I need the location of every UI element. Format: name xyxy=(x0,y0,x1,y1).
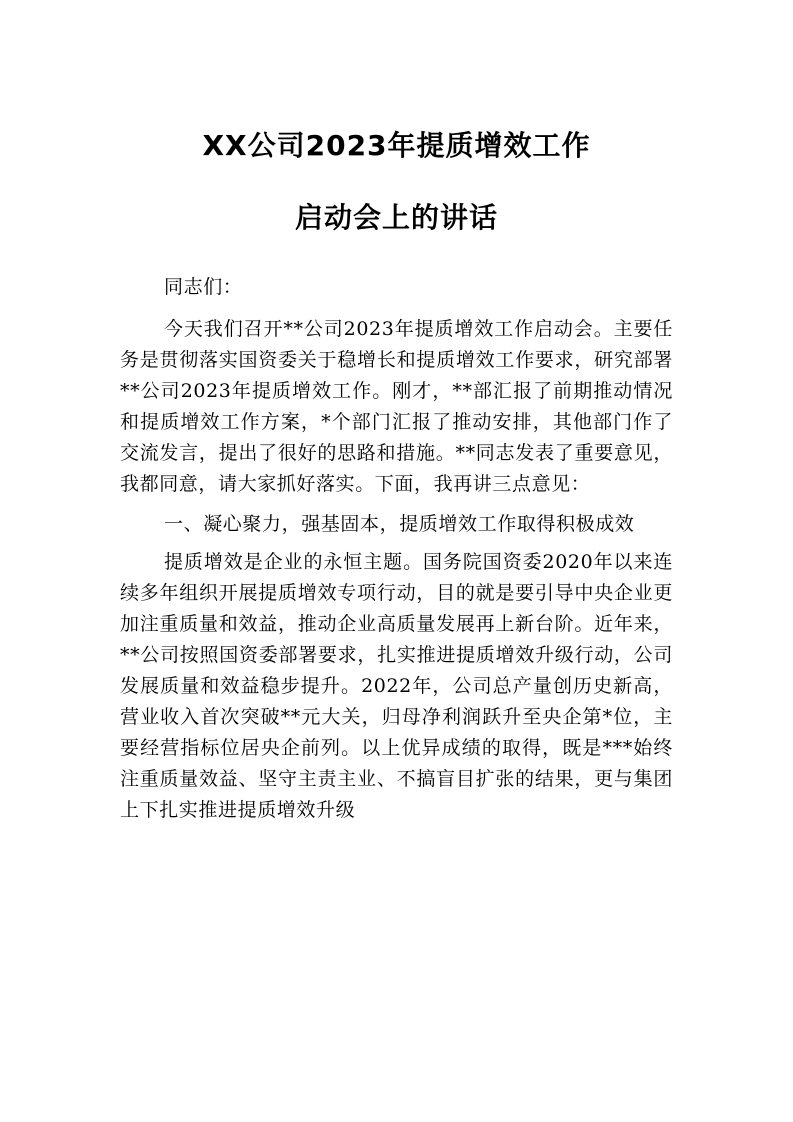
document-title-line-1: XX公司2023年提质增效工作 xyxy=(202,129,591,162)
section-heading-1: 一、凝心聚力，强基固本，提质增效工作取得积极成效 xyxy=(164,513,635,535)
document-title-line-2: 启动会上的讲话 xyxy=(294,201,498,234)
paragraph-section-1: 提质增效是企业的永恒主题。国务院国资委2020年以来连续多年组织开展提质增效专项行动，目的就是要引导中央企业更加注重质量和效益，推动企业高质量发展再上新台阶。近年来，**公司按照国资委部署要求，扎实推进提质增效升级行动，公司发展质量和效益稳步提升。2022年，公司总产量创历史新高，营业收入首次突破**元大关，归母净利润跃升至央企第*位，主要经营指标位居央企前列。以上优异成绩的取得，既是***始终注重质量效益、坚守主责主业、不搞盲目扩张的结果，更与集团上下扎实推进提质增效升级 xyxy=(120,551,673,821)
paragraph-intro: 今天我们召开**公司2023年提质增效工作启动会。主要任务是贯彻落实国资委关于稳增长和提质增效工作要求，研究部署**公司2023年提质增效工作。刚才，**部汇报了前期推动情况和提质增效工作方案，*个部门汇报了推动安排，其他部门作了交流发言，提出了很好的思路和措施。**同志发表了重要意见，我都同意，请大家抓好落实。下面，我再讲三点意见： xyxy=(120,318,673,495)
document-body xyxy=(120,272,673,826)
salutation: 同志们： xyxy=(164,276,243,298)
